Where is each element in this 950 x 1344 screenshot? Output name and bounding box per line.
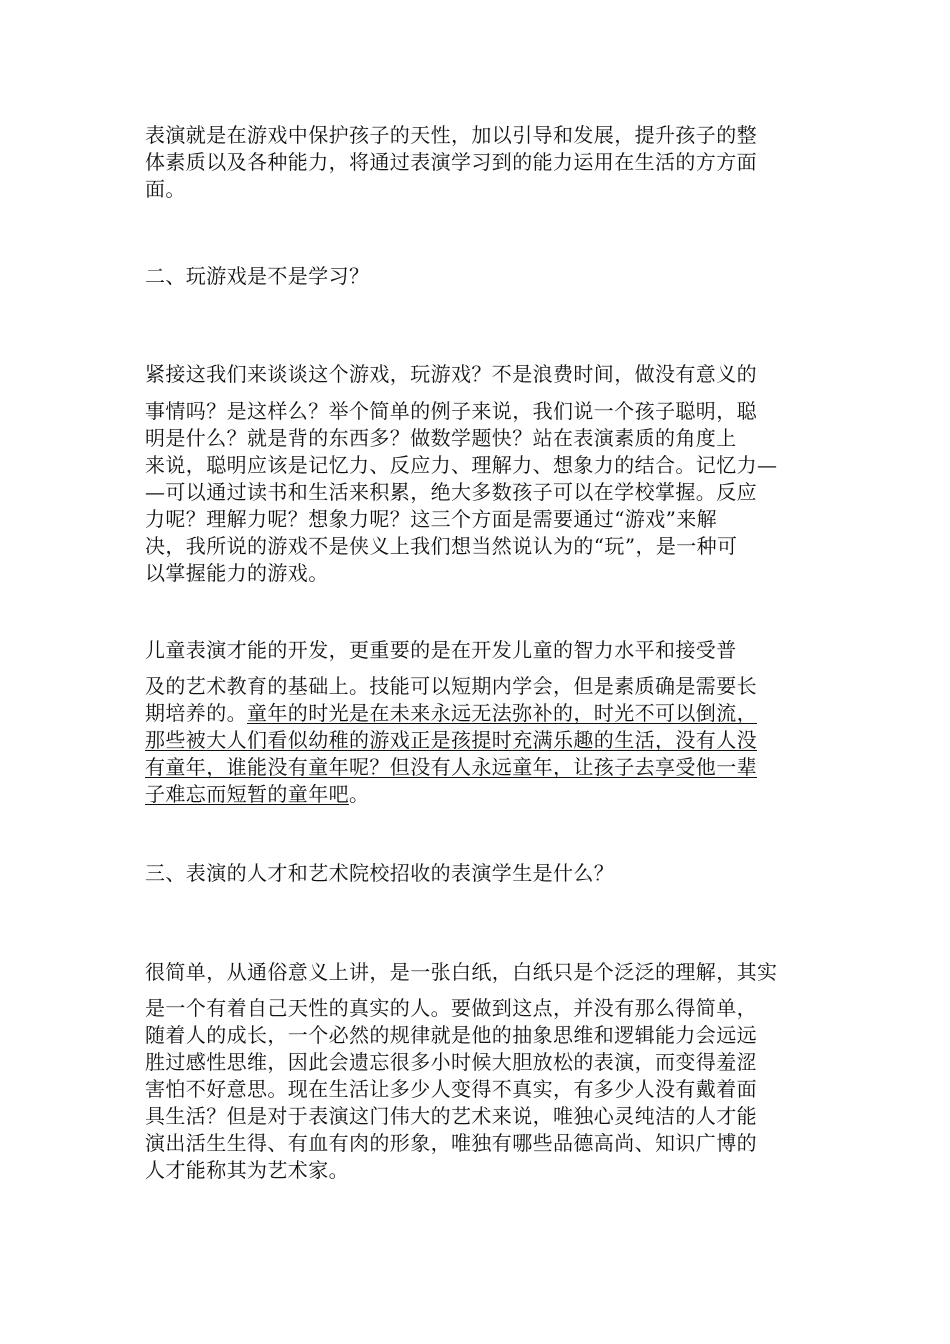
underlined-text: 子难忘而短暂的童年吧 [145,782,349,806]
text-line: 面。 [145,177,186,201]
text-line: 决，我所说的游戏不是侠义上我们想当然说认为的“玩”，是一种可 [145,534,738,558]
text-line: 儿童表演才能的开发，更重要的是在开发儿童的智力水平和接受普 [145,638,737,662]
text-line: 害怕不好意思。现在生活让多少人变得不真实，有多少人没有戴着面 [145,1077,757,1101]
plain-text: 期培养的。 [145,701,247,725]
text-line: 演出活生生得、有血有肉的形象，唯独有哪些品德高尚、知识广博的 [145,1131,757,1155]
text-line [145,727,757,754]
text-line: 事情吗？是这样么？举个简单的例子来说，我们说一个孩子聪明，聪 [145,399,757,423]
underlined-text: 有童年，谁能没有童年呢？但没有人永远童年，让孩子去享受他一辈 [145,755,757,779]
text-line [145,700,757,727]
text-line: 具生活？但是对于表演这门伟大的艺术来说，唯独心灵纯洁的人才能 [145,1104,757,1128]
text-line [145,781,369,808]
text-line: 及的艺术教育的基础上。技能可以短期内学会，但是素质确是需要长 [145,674,757,698]
section-heading: 三、表演的人才和艺术院校招收的表演学生是什么？ [145,861,615,885]
text-line: 力呢？理解力呢？想象力呢？这三个方面是需要通过“游戏”来解 [145,507,718,531]
text-line: 随着人的成长，一个必然的规律就是他的抽象思维和逻辑能力会远远 [145,1023,757,1047]
underlined-text: 童年的时光是在未来永远无法弥补的，时光不可以倒流， [247,701,757,725]
text-line: 很简单，从通俗意义上讲，是一张白纸，白纸只是个泛泛的理解，其实 [145,960,778,984]
text-line: 是一个有着自己天性的真实的人。要做到这点，并没有那么得简单， [145,996,757,1020]
section-heading: 二、玩游戏是不是学习？ [145,264,370,288]
plain-text: 。 [349,782,370,806]
text-line: 来说，聪明应该是记忆力、反应力、理解力、想象力的结合。记忆力— [145,453,778,477]
text-line: —可以通过读书和生活来积累，绝大多数孩子可以在学校掌握。反应 [145,480,757,504]
underlined-text: 那些被大人们看似幼稚的游戏正是孩提时充满乐趣的生活，没有人没 [145,728,757,752]
text-line: 紧接这我们来谈谈这个游戏，玩游戏？不是浪费时间，做没有意义的 [145,362,757,386]
text-line: 胜过感性思维，因此会遗忘很多小时候大胆放松的表演，而变得羞涩 [145,1050,757,1074]
text-line: 人才能称其为艺术家。 [145,1158,349,1182]
text-line: 体素质以及各种能力，将通过表演学习到的能力运用在生活的方方面 [145,150,757,174]
text-line: 以掌握能力的游戏。 [145,561,329,585]
text-line: 表演就是在游戏中保护孩子的天性，加以引导和发展，提升孩子的整 [145,123,757,147]
text-line: 明是什么？就是背的东西多？做数学题快？站在表演素质的角度上 [145,426,737,450]
text-line [145,754,757,781]
